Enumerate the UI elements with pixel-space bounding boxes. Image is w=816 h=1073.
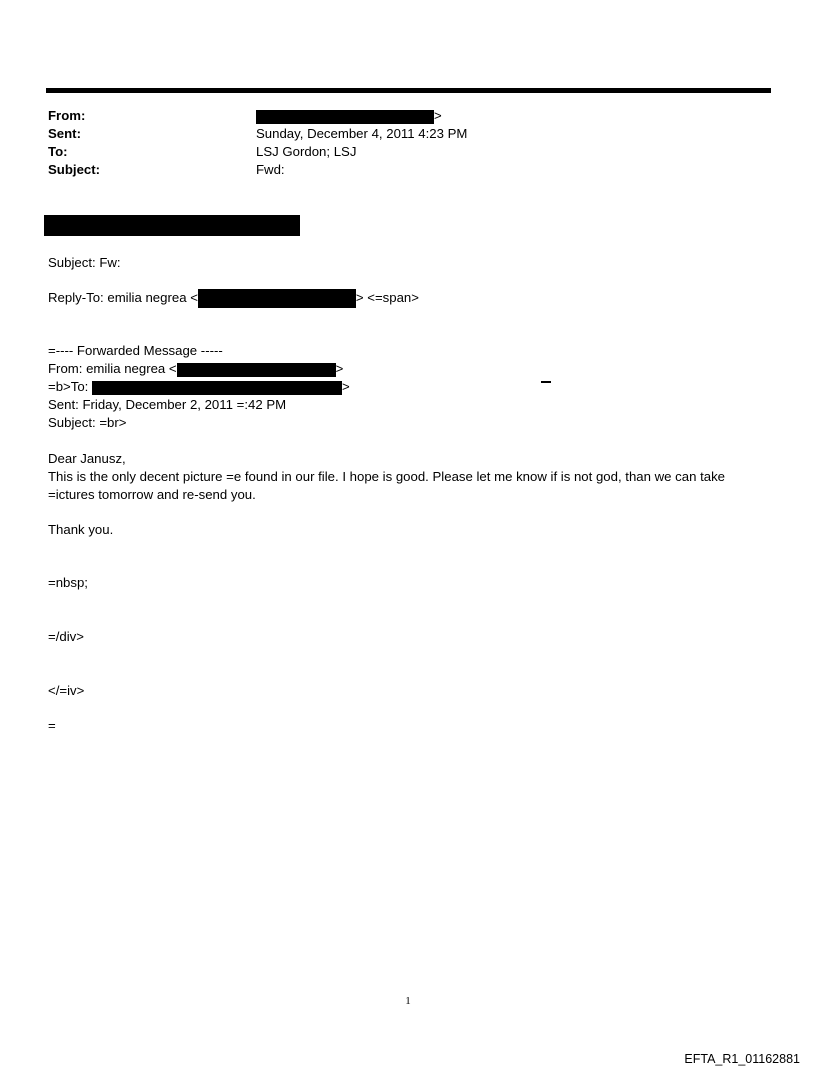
forwarded-marker: =---- Forwarded Message ----- xyxy=(48,343,223,358)
stray-dash-mark xyxy=(541,381,551,383)
reply-to-prefix: Reply-To: emilia negrea < xyxy=(48,290,198,305)
document-id: EFTA_R1_01162881 xyxy=(684,1052,800,1066)
header-rule xyxy=(46,88,771,93)
paragraph-line-1: This is the only decent picture =e found in our file. I hope is good. Please let me know if is not god, than we can take xyxy=(48,469,725,484)
redaction-bar xyxy=(92,381,342,395)
sent-label: Sent: xyxy=(48,126,81,141)
from-value-suffix: > xyxy=(434,108,442,123)
fwd-to-line xyxy=(48,378,350,396)
to-value: LSJ Gordon; LSJ xyxy=(256,144,357,159)
div-close-line: =/div> xyxy=(48,629,84,644)
fwd-to-prefix: =b>To: xyxy=(48,379,92,394)
fwd-sent-line: Sent: Friday, December 2, 2011 =:42 PM xyxy=(48,397,287,412)
fwd-from-prefix: From: emilia negrea < xyxy=(48,361,177,376)
thanks-line: Thank you. xyxy=(48,522,114,537)
equals-line: = xyxy=(48,718,56,733)
paragraph-line-2: =ictures tomorrow and re-send you. xyxy=(48,487,256,502)
fwd-to-suffix: > xyxy=(342,379,350,394)
body-subject-line: Subject: Fw: xyxy=(48,255,121,270)
sent-value: Sunday, December 4, 2011 4:23 PM xyxy=(256,126,468,141)
fwd-from-suffix: > xyxy=(335,361,344,376)
iv-close-line: </=iv> xyxy=(48,683,85,698)
redaction-bar xyxy=(44,215,300,236)
reply-to-line xyxy=(48,289,419,308)
reply-to-suffix: > <=span> xyxy=(355,290,419,305)
redaction-bar xyxy=(177,363,336,377)
greeting: Dear Janusz, xyxy=(48,451,126,466)
page-number: 1 xyxy=(405,995,411,1007)
nbsp-line: =nbsp; xyxy=(48,575,88,590)
from-label: From: xyxy=(48,108,86,123)
subject-label: Subject: xyxy=(48,162,101,177)
fwd-from-line xyxy=(48,360,343,378)
redaction-bar xyxy=(198,289,356,308)
fwd-subject-line: Subject: =br> xyxy=(48,415,127,430)
subject-value: Fwd: xyxy=(256,162,285,177)
from-value xyxy=(256,107,442,125)
to-label: To: xyxy=(48,144,68,159)
redaction-bar xyxy=(256,110,434,124)
